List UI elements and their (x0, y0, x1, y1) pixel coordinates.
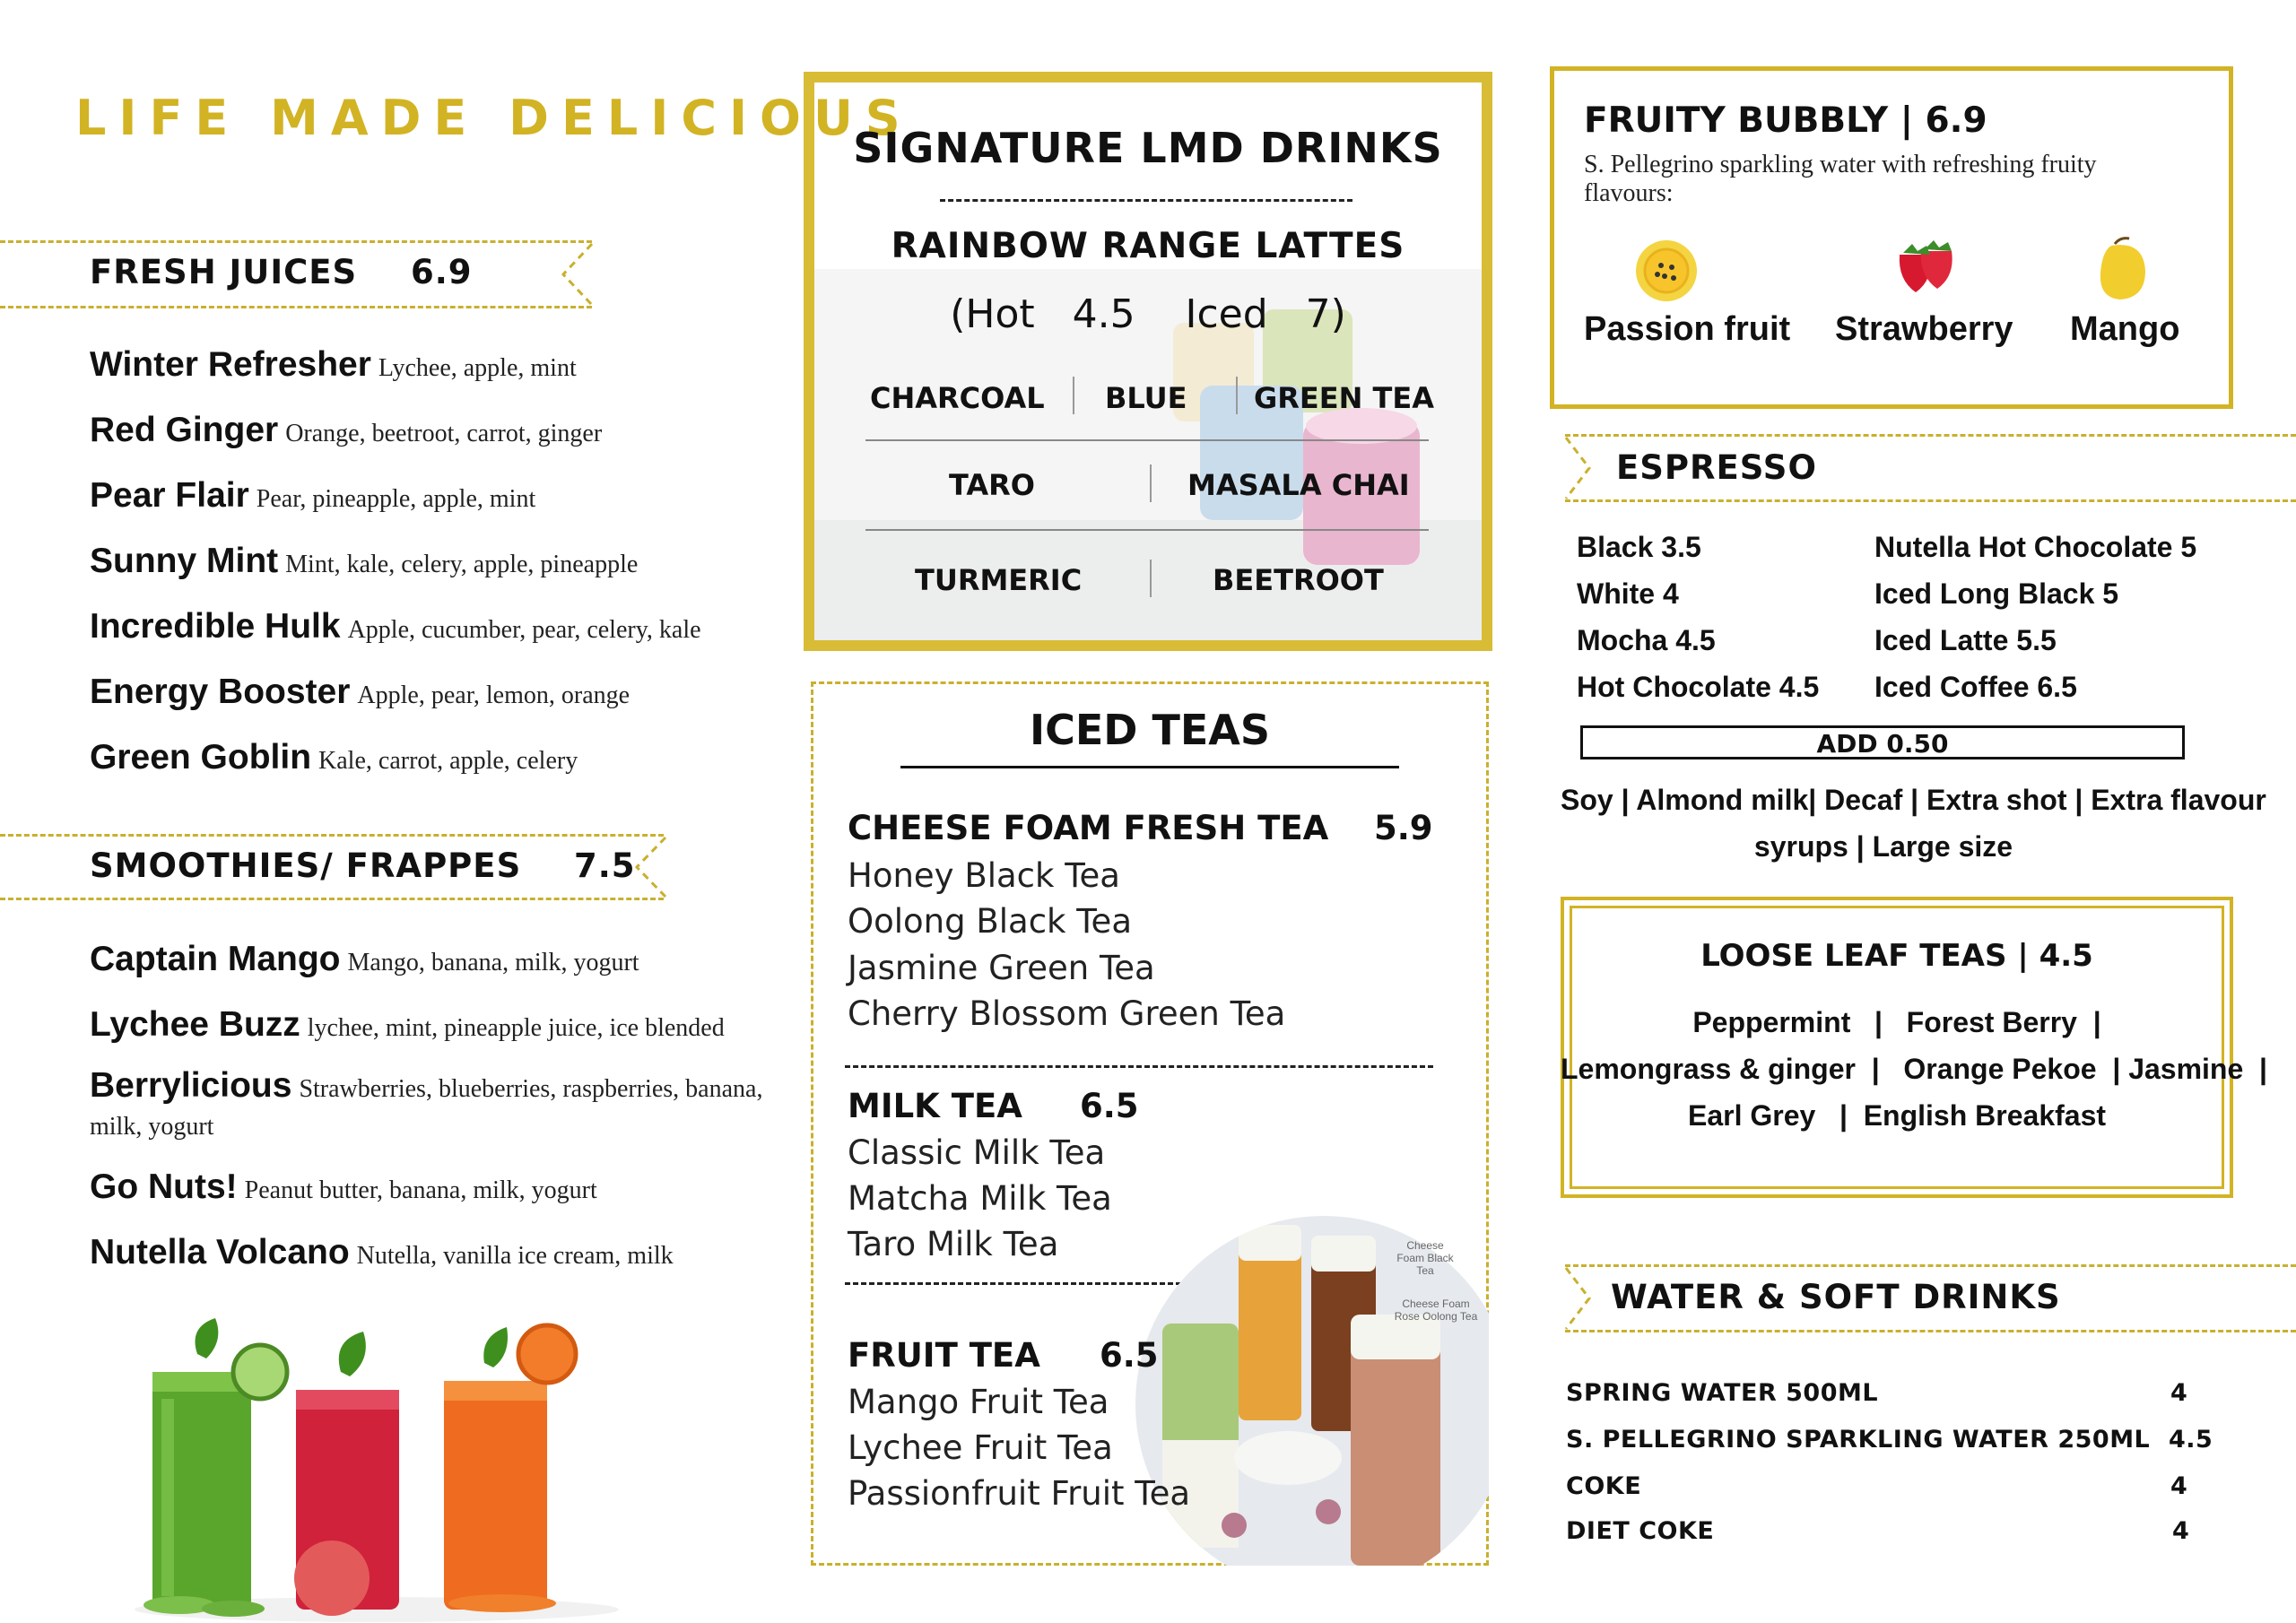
fruity-bubbly-desc: S. Pellegrino sparkling water with refreshing fruity flavours: (1584, 151, 2097, 207)
fresh-juices-title: FRESH JUICES (90, 253, 358, 291)
fresh-juices-price: 6.9 (411, 253, 473, 291)
milk-tea-item: Taro Milk Tea (848, 1225, 1059, 1263)
cheese-foam-price: 5.9 (1374, 809, 1433, 847)
espresso-item: Black 3.5 (1577, 531, 1701, 563)
juice-item: Winter Refresher Lychee, apple, mint (90, 345, 577, 384)
espresso-item: White 4 (1577, 577, 1679, 610)
water-title: WATER & SOFT DRINKS (1611, 1278, 2061, 1316)
signature-title: SIGNATURE LMD DRINKS (853, 124, 1443, 172)
flavour-separator (1150, 464, 1152, 502)
fruity-flavour-strawberry: Strawberry (1835, 310, 2013, 348)
soft-drink-name: SPRING WATER 500ML (1566, 1379, 1879, 1407)
cheese-foam-item: Honey Black Tea (848, 856, 1120, 895)
juice-glasses-image (126, 1318, 628, 1623)
juice-item: Pear Flair Pear, pineapple, apple, mint (90, 476, 536, 515)
soft-drink-price: 4 (2170, 1379, 2188, 1407)
fruit-tea-item: Passionfruit Fruit Tea (848, 1474, 1191, 1513)
smoothie-item: Berrylicious Strawberries, blueberries, raspberries, banana, milk, yogurt (90, 1066, 763, 1141)
cheese-foam-item: Oolong Black Tea (848, 902, 1132, 941)
loose-leaf-title: LOOSE LEAF TEAS | 4.5 (1700, 938, 2093, 974)
juice-item: Green Goblin Kale, carrot, apple, celery (90, 738, 578, 777)
fruity-bubbly-title: FRUITY BUBBLY | 6.9 (1584, 100, 1987, 141)
signature-subtitle: RAINBOW RANGE LATTES (891, 226, 1405, 266)
espresso-extras-line2: syrups | Large size (1753, 830, 2013, 863)
soft-drink-name: DIET COKE (1566, 1517, 1715, 1545)
smoothies-price: 7.5 (574, 846, 636, 885)
soft-drink-name: S. PELLEGRINO SPARKLING WATER 250ML (1566, 1426, 2151, 1454)
soft-drink-price: 4.5 (2169, 1426, 2213, 1454)
strawberry-icon (1891, 235, 1959, 296)
cheese-foam-item: Cherry Blossom Green Tea (848, 994, 1286, 1033)
fruity-flavour-mango: Mango (2070, 310, 2180, 348)
banner-chevron-icon (1561, 434, 1596, 502)
espresso-item: Mocha 4.5 (1577, 624, 1716, 656)
brand-title: LIFE MADE DELICIOUS (75, 90, 913, 146)
loose-leaf-line1: Peppermint | Forest Berry | (1692, 1006, 2101, 1038)
espresso-item: Hot Chocolate 4.5 (1577, 671, 1820, 703)
iced-teas-divider (845, 1065, 1433, 1068)
flavour-separator (1236, 377, 1238, 414)
cheese-foam-item: Jasmine Green Tea (848, 949, 1155, 987)
flavour-separator (1073, 377, 1074, 414)
fruit-tea-item: Lychee Fruit Tea (848, 1428, 1113, 1467)
iced-teas-title: ICED TEAS (1029, 706, 1271, 754)
milk-tea-item: Classic Milk Tea (848, 1133, 1106, 1172)
fruit-tea-title: FRUIT TEA (848, 1336, 1040, 1375)
flavour-masala-chai: MASALA CHAI (1187, 468, 1410, 502)
flavour-charcoal: CHARCOAL (870, 381, 1045, 415)
milk-tea-title: MILK TEA (848, 1087, 1022, 1125)
smoothie-item: Nutella Volcano Nutella, vanilla ice cream, milk (90, 1233, 674, 1271)
smoothie-item: Captain Mango Mango, banana, milk, yogurt (90, 940, 639, 978)
smoothie-item: Go Nuts! Peanut butter, banana, milk, yogurt (90, 1167, 597, 1206)
soft-drink-price: 4 (2170, 1472, 2188, 1500)
add-extras-label: ADD 0.50 (1816, 729, 1949, 759)
flavour-blue: BLUE (1105, 381, 1187, 415)
espresso-item: Iced Coffee 6.5 (1874, 671, 2077, 703)
flavour-beetroot: BEETROOT (1213, 563, 1384, 597)
soft-drink-price: 4 (2172, 1517, 2190, 1545)
flavour-separator (1150, 560, 1152, 597)
juice-item: Incredible Hulk Apple, cucumber, pear, celery, kale (90, 607, 701, 646)
milk-tea-item: Matcha Milk Tea (848, 1179, 1112, 1218)
signature-prices: (Hot 4.5 Iced 7) (950, 291, 1346, 337)
banner-chevron-icon (556, 240, 601, 308)
loose-leaf-line3: Earl Grey | English Breakfast (1687, 1099, 2107, 1132)
fruit-tea-item: Mango Fruit Tea (848, 1383, 1109, 1421)
soft-drink-name: COKE (1566, 1472, 1642, 1500)
juice-item: Energy Booster Apple, pear, lemon, orange (90, 673, 631, 711)
juice-item: Sunny Mint Mint, kale, celery, apple, pineapple (90, 542, 639, 580)
espresso-item: Iced Long Black 5 (1874, 577, 2119, 610)
milk-tea-price: 6.5 (1080, 1087, 1139, 1125)
loose-leaf-line2: Lemongrass & ginger | Orange Pekoe | Jasmine | (1561, 1053, 2267, 1085)
espresso-extras-line1: Soy | Almond milk| Decaf | Extra shot | Extra flavour (1561, 784, 2266, 816)
juice-item: Red Ginger Orange, beetroot, carrot, ginger (90, 411, 603, 449)
cheese-foam-title: CHEESE FOAM FRESH TEA (848, 809, 1329, 847)
signature-divider (940, 199, 1352, 202)
photo-label: Cheese Foam Black Tea (1396, 1239, 1454, 1277)
banner-chevron-icon (630, 834, 674, 900)
flavour-row-divider (865, 529, 1429, 531)
flavour-taro: TARO (949, 468, 1035, 502)
photo-label: Cheese Foam Rose Oolong Tea (1394, 1298, 1478, 1323)
fruity-flavour-passion-fruit: Passion fruit (1584, 310, 1791, 348)
espresso-item: Nutella Hot Chocolate 5 (1874, 531, 2197, 563)
flavour-row-divider (865, 439, 1429, 441)
iced-teas-underline (900, 766, 1399, 768)
mango-icon (2093, 235, 2151, 303)
flavour-turmeric: TURMERIC (915, 563, 1083, 597)
espresso-item: Iced Latte 5.5 (1874, 624, 2057, 656)
passion-fruit-icon (1634, 239, 1699, 303)
fruit-tea-price: 6.5 (1100, 1336, 1159, 1375)
flavour-green-tea: GREEN TEA (1254, 381, 1434, 415)
banner-chevron-icon (1561, 1264, 1596, 1332)
smoothie-item: Lychee Buzz lychee, mint, pineapple juice, ice blended (90, 1005, 725, 1044)
espresso-title: ESPRESSO (1616, 448, 1817, 487)
smoothies-title: SMOOTHIES/ FRAPPES (90, 846, 522, 885)
